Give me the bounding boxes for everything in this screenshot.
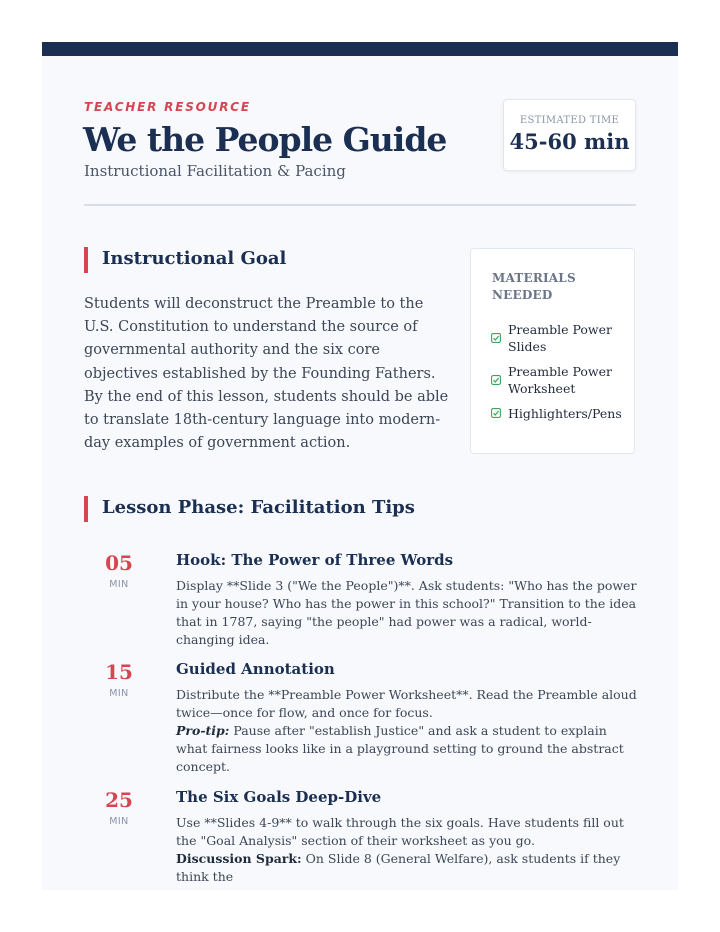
phase-minutes: 05 xyxy=(105,551,133,575)
estimated-time-label: ESTIMATED TIME xyxy=(519,115,620,126)
check-icon xyxy=(491,375,501,385)
phase-tip-label: Pro-tip: xyxy=(176,723,230,738)
phase-body-text: Use **Slides 4-9** to walk through the six goals. Have students fill out the "Goal Analysis" section of their worksheet as you go. xyxy=(176,815,624,848)
page-subtitle: Instructional Facilitation & Pacing xyxy=(84,162,346,180)
page-title: We the People Guide xyxy=(83,120,447,159)
phase-tip-text: Pause after "establish Justice" and ask a student to explain what fairness looks like in a playground setting to ground the abstract concept. xyxy=(176,723,624,774)
phase-minutes-unit: MIN xyxy=(109,579,129,590)
estimated-time-value: 45-60 min xyxy=(509,129,630,154)
top-accent-bar xyxy=(42,42,678,56)
phase-body xyxy=(176,577,638,649)
estimated-time-card xyxy=(503,99,636,171)
phase-body-text: Display **Slide 3 ("We the People")**. Ask students: "Who has the power in your house? Who has the power in this school?" Transition to the idea that in 1787, saying "the people" had power was a radical, world-changing idea. xyxy=(176,578,637,647)
eyebrow-label: TEACHER RESOURCE xyxy=(84,100,251,114)
materials-item xyxy=(491,321,631,355)
phase-title: Hook: The Power of Three Words xyxy=(176,551,454,569)
materials-item xyxy=(491,405,631,422)
phase-body-text: Distribute the **Preamble Power Worksheet**. Read the Preamble aloud twice—once for flow, and once for focus. xyxy=(176,687,637,720)
materials-item-label: Highlighters/Pens xyxy=(508,406,622,421)
phase-body xyxy=(176,814,638,886)
phase-tip-text: On Slide 8 (General Welfare), ask students if they think the xyxy=(176,851,621,884)
phase-body xyxy=(176,686,638,776)
check-icon xyxy=(491,408,501,418)
phase-title: The Six Goals Deep-Dive xyxy=(176,788,382,806)
materials-title: MATERIALS NEEDED xyxy=(492,271,576,302)
phase-minutes-unit: MIN xyxy=(109,688,129,699)
header-divider xyxy=(84,204,636,206)
phase-minutes: 25 xyxy=(105,788,133,812)
phase-minutes: 15 xyxy=(105,660,133,684)
phase-tip-label: Discussion Spark: xyxy=(176,851,302,866)
check-icon xyxy=(491,333,501,343)
materials-item-label: Preamble Power Worksheet xyxy=(508,364,612,396)
materials-item xyxy=(491,363,631,397)
phase-minutes-unit: MIN xyxy=(109,816,129,827)
materials-list xyxy=(491,321,631,430)
materials-item-label: Preamble Power Slides xyxy=(508,322,612,354)
tips-section-title: Lesson Phase: Facilitation Tips xyxy=(84,496,415,522)
goal-section-title: Instructional Goal xyxy=(84,247,286,273)
lesson-guide-page xyxy=(42,42,678,890)
goal-text: Students will deconstruct the Preamble to the U.S. Constitution to understand the source of governmental authority and the six core objectives established by the Founding Fathers. By the end of this lesson, students should be able to translate 18th-century language into modern-day examples of government action. xyxy=(84,296,449,452)
phase-title: Guided Annotation xyxy=(176,660,335,678)
materials-card xyxy=(470,248,635,454)
